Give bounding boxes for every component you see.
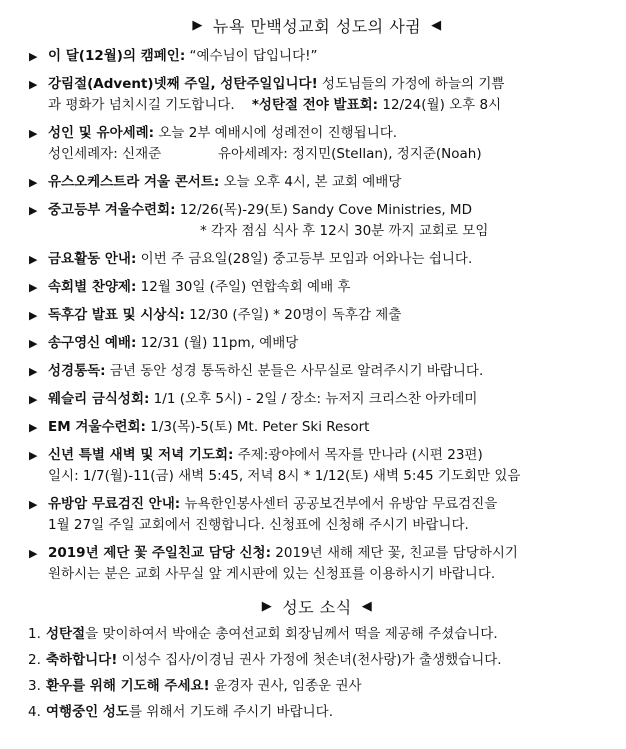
notice-item <box>28 494 606 536</box>
notice-item <box>28 543 606 585</box>
news-item <box>28 702 606 723</box>
notice-line2: 1월 27일 주일 교회에서 진행합니다. 신청표에 신청해 주시기 바랍니다. <box>48 517 469 533</box>
notice-item <box>28 417 606 438</box>
notice-item <box>28 200 606 242</box>
bullet-icon: ▶ <box>29 50 38 63</box>
notice-title: 금요활동 안내: <box>48 251 137 267</box>
news-body: 를 위해서 기도해 주시기 바랍니다. <box>128 704 333 720</box>
notice-line2: 일시: 1/7(월)-11(금) 새벽 5:45, 저녁 8시 * 1/12(토) 새벽 5:45 기도회만 있음 <box>48 468 521 484</box>
notice-item <box>28 389 606 410</box>
bullet-icon: ▶ <box>29 365 38 378</box>
news-body: 윤경자 권사, 임종운 권사 <box>209 678 362 694</box>
bullet-icon: ▶ <box>29 309 38 322</box>
news-body: 이성수 집사/이경님 권사 가정에 첫손녀(천사랑)가 출생했습니다. <box>117 652 502 668</box>
notice-title: 2019년 제단 꽃 주일친교 담당 신청: <box>48 545 271 561</box>
notice-item <box>28 172 606 193</box>
news-item <box>28 650 606 671</box>
notice-body: 2019년 새해 제단 꽃, 친교를 담당하시기 <box>270 545 518 561</box>
news-body: 을 맞이하여서 박애순 총여선교회 회장님께서 떡을 제공해 주셨습니다. <box>85 626 498 642</box>
news-bold: 축하합니다! <box>46 652 118 668</box>
notice-body: 금년 동안 성경 통독하신 분들은 사무실로 알려주시기 바랍니다. <box>105 363 484 379</box>
bullet-icon: ▶ <box>29 498 38 511</box>
news-number: 1. <box>28 626 41 642</box>
notice-title: 이 달(12월)의 캠페인: <box>48 48 186 64</box>
notice-item <box>28 305 606 326</box>
infant-baptism: 유아세례자: 정지민(Stellan), 정지준(Noah) <box>218 146 482 162</box>
notice-title: 강림절(Advent)넷째 주일, 성탄주일입니다! <box>48 76 318 92</box>
notice-body: 오늘 오후 4시, 본 교회 예배당 <box>219 174 402 190</box>
notice-body: 12월 30일 (주일) 연합속회 예배 후 <box>136 279 351 295</box>
news-bold: 환우를 위해 기도해 주세요! <box>46 678 210 694</box>
bullet-icon: ▶ <box>29 78 38 91</box>
left-triangle-icon: ◀ <box>361 598 373 614</box>
notice-item <box>28 123 606 165</box>
section-title: 뉴욕 만백성교회 성도의 사귐 <box>212 16 422 36</box>
notice-line2-bold: *성탄절 전야 발표회: <box>251 97 379 113</box>
notice-title: 성인 및 유아세례: <box>48 125 155 141</box>
notice-title: 유방암 무료검진 안내: <box>48 496 181 512</box>
notice-line2: 원하시는 분은 교회 사무실 앞 게시판에 있는 신청표를 이용하시기 바랍니다. <box>48 566 496 582</box>
news-number: 3. <box>28 678 41 694</box>
notice-title: 신년 특별 새벽 및 저녁 기도회: <box>48 447 234 463</box>
bullet-icon: ▶ <box>29 176 38 189</box>
notice-body: 12/26(목)-29(토) Sandy Cove Ministries, MD <box>175 202 472 218</box>
notice-body: 성도님들의 가정에 하늘의 기쁨 <box>317 76 505 92</box>
notice-line2 <box>48 95 606 116</box>
notice-title: 웨슬리 금식성회: <box>48 391 150 407</box>
notice-line2-tail: 12/24(월) 오후 8시 <box>378 97 502 113</box>
notice-line2: * 각자 점심 식사 후 12시 30분 까지 교회로 모임 <box>200 223 489 239</box>
news-list <box>28 624 606 723</box>
bullet-icon: ▶ <box>29 393 38 406</box>
notice-body: 12/30 (주일) * 20명이 독후감 제출 <box>184 307 402 323</box>
news-item <box>28 676 606 697</box>
bullet-icon: ▶ <box>29 421 38 434</box>
notice-title: 속회별 찬양제: <box>48 279 137 295</box>
bullet-icon: ▶ <box>29 281 38 294</box>
notice-item <box>28 249 606 270</box>
notice-body: 1/1 (오후 5시) - 2일 / 장소: 뉴저지 크리스찬 아카데미 <box>149 391 478 407</box>
notice-item <box>28 277 606 298</box>
adult-baptism: 성인세례자: 신재준 <box>48 146 162 162</box>
section-header-news <box>28 592 606 620</box>
notice-body: 뉴욕한인봉사센터 공공보건부에서 유방암 무료검진을 <box>180 496 498 512</box>
notice-body: 이번 주 금요일(28일) 중고등부 모임과 어와나는 쉽니다. <box>136 251 473 267</box>
notice-body: 1/3(목)-5(토) Mt. Peter Ski Resort <box>145 419 370 435</box>
notice-item <box>28 333 606 354</box>
right-triangle-icon: ▶ <box>192 17 203 33</box>
notice-title: 독후감 발표 및 시상식: <box>48 307 185 323</box>
notice-item <box>28 74 606 116</box>
bullet-icon: ▶ <box>29 204 38 217</box>
notice-item <box>28 445 606 487</box>
notice-line2-text: 과 평화가 넘치시길 기도합니다. <box>48 97 235 113</box>
news-bold: 여행중인 성도 <box>46 704 129 720</box>
notice-body: 주제:광야에서 목자를 만나라 (시편 23편) <box>233 447 483 463</box>
section-header-fellowship <box>28 8 606 42</box>
notice-item <box>28 361 606 382</box>
notice-item <box>28 46 606 67</box>
news-bold: 성탄절 <box>46 626 86 642</box>
notice-title: 중고등부 겨울수련회: <box>48 202 176 218</box>
notice-list <box>28 46 606 585</box>
notice-body: 오늘 2부 예배시에 성례전이 진행됩니다. <box>154 125 398 141</box>
news-item <box>28 624 606 645</box>
bullet-icon: ▶ <box>29 547 38 560</box>
news-number: 4. <box>28 704 41 720</box>
bullet-icon: ▶ <box>29 127 38 140</box>
notice-body: 12/31 (월) 11pm, 예배당 <box>136 335 299 351</box>
bullet-icon: ▶ <box>29 337 38 350</box>
notice-title: 성경통독: <box>48 363 106 379</box>
notice-line2 <box>48 144 606 165</box>
news-number: 2. <box>28 652 41 668</box>
bullet-icon: ▶ <box>29 449 38 462</box>
right-triangle-icon: ▶ <box>261 598 273 614</box>
notice-title: EM 겨울수련회: <box>48 419 146 435</box>
left-triangle-icon: ◀ <box>431 17 442 33</box>
notice-body: “예수님이 답입니다!” <box>185 48 318 64</box>
notice-title: 송구영신 예배: <box>48 335 137 351</box>
section-title: 성도 소식 <box>282 597 352 617</box>
notice-title: 유스오케스트라 겨울 콘서트: <box>48 174 220 190</box>
bullet-icon: ▶ <box>29 253 38 266</box>
